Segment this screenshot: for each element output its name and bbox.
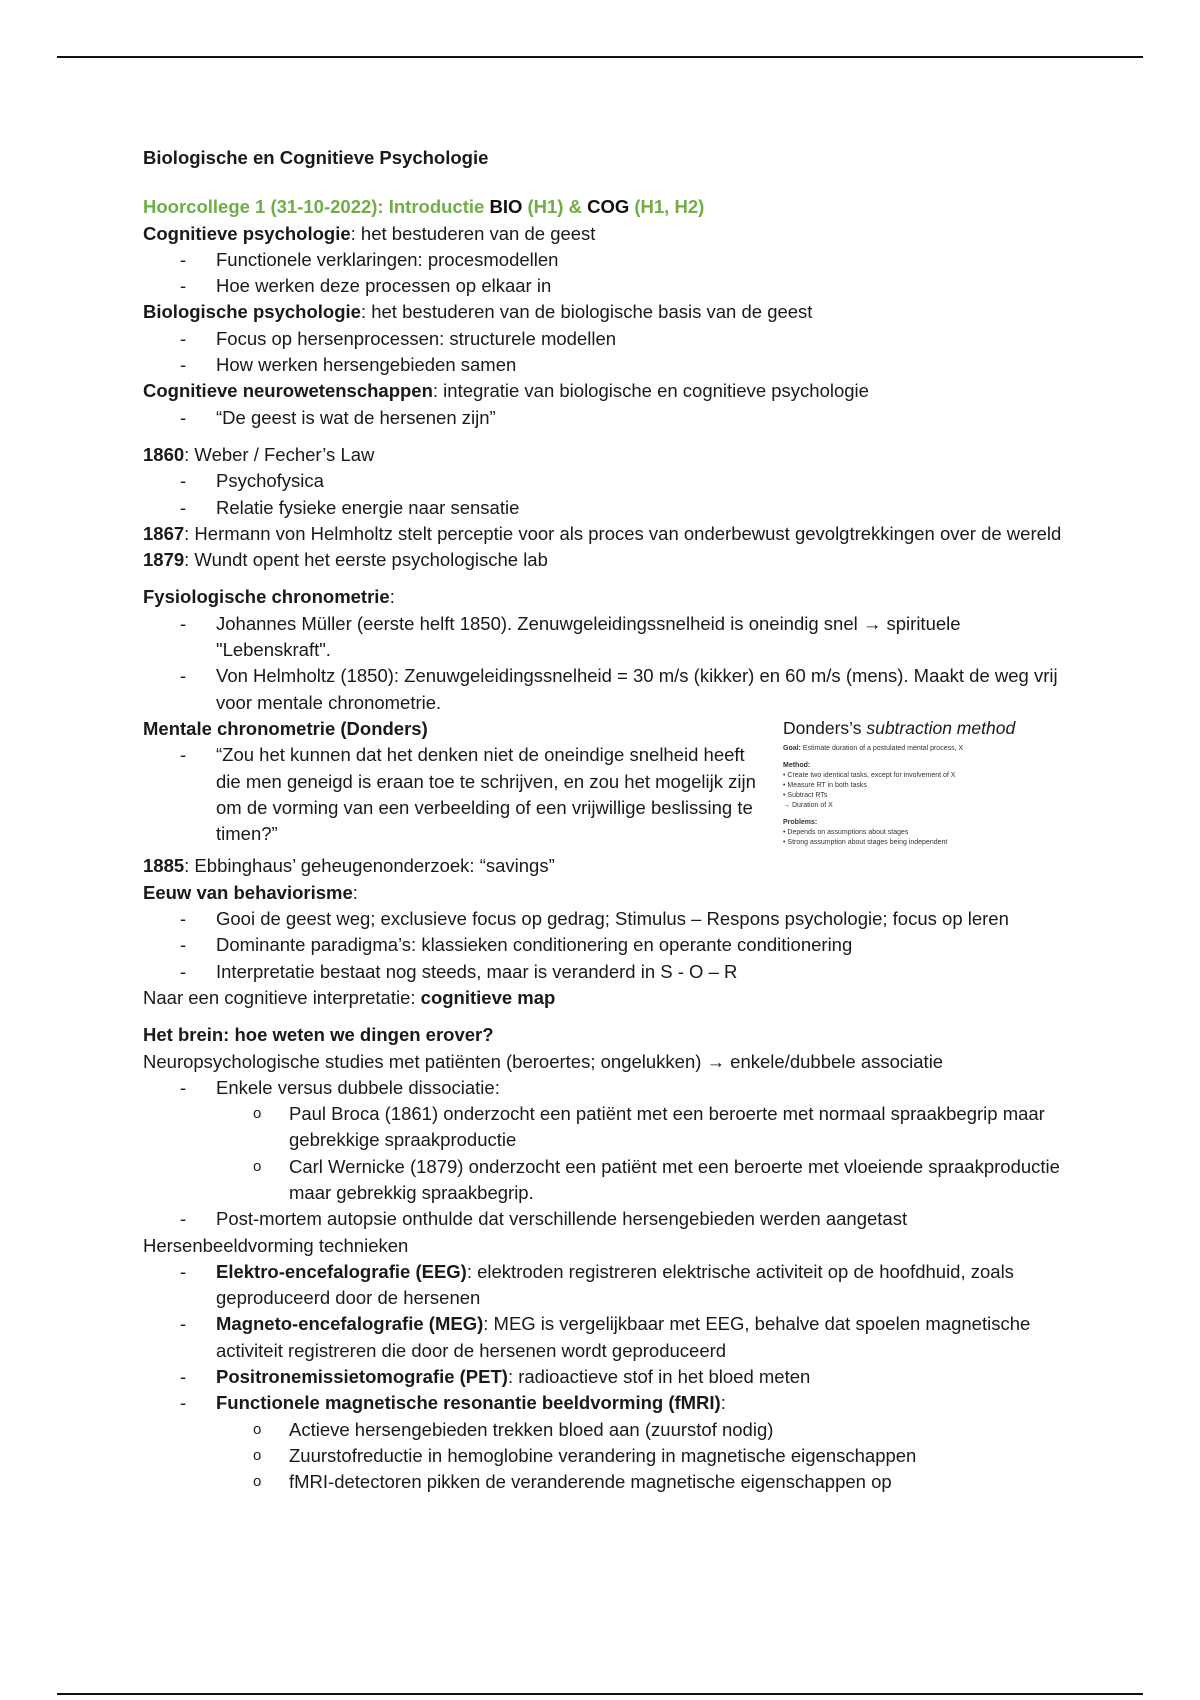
mental-chronometry-section [143,716,1073,847]
list-item: - Relatie fysieke energie naar sensatie [143,495,1073,521]
list-item: - Psychofysica [143,468,1073,494]
list-item-fmri: - Functionele magnetische resonantie beeldvorming (fMRI): [143,1390,1073,1416]
list-item: - Post-mortem autopsie onthulde dat verschillende hersengebieden werden aangetast [143,1206,1073,1232]
timeline-1860: 1860: Weber / Fecher’s Law [143,443,375,465]
heading-brain: Het brein: hoe weten we dingen erover? [143,1024,494,1046]
brain-intro: Neuropsychologische studies met patiënten (beroertes; ongelukken) → enkele/dubbele associatie [143,1050,944,1072]
list-item: - Enkele versus dubbele dissociatie: [143,1075,1073,1101]
timeline-1867: 1867: Hermann von Helmholtz stelt perceptie voor als proces van onderbewust gevolgtrekkingen over de wereld [143,522,1062,544]
list-item-meg: - Magneto-encefalografie (MEG): MEG is vergelijkbaar met EEG, behalve dat spoelen magnetische activiteit registreren die door de hersenen wordt geproduceerd [143,1311,1073,1364]
list-item-pet: - Positronemissietomografie (PET): radioactieve stof in het bloed meten [143,1364,1073,1390]
arrow-right-icon: → [706,1050,726,1072]
list-item: - Dominante paradigma’s: klassieken conditionering en operante conditionering [143,932,1073,958]
donders-slide-body: Goal: Estimate duration of a postulated mental process, X Method: • Create two identical tasks, except for involvement of X • Measure RT in both tasks • Subtract RTs → Duration of X Problems: • Depends on assumptions about stages • Strong assumption about stages being independent [783,744,964,846]
list-item: - Johannes Müller (eerste helft 1850). Zenuwgeleidingssnelheid is oneindig snel → spirituele "Lebenskraft". [143,611,1073,664]
donders-quote: - “Zou het kunnen dat het denken niet de oneindige snelheid heeft die men geneigd is eraan toe te schrijven, en zou het mogelijk zijn om de vorming van een verbeelding of een vrijwillige beslissing te timen?” [143,742,763,847]
sub-list-item: o fMRI-detectoren pikken de veranderende magnetische eigenschappen op [143,1469,1073,1495]
definition-cognitive-neuroscience: Cognitieve neurowetenschappen: integratie van biologische en cognitieve psychologie [143,380,869,402]
sub-list-item: o Actieve hersengebieden trekken bloed aan (zuurstof nodig) [143,1417,1073,1443]
heading-mental-chronometry: Mentale chronometrie (Donders) [143,717,428,739]
donders-slide-title: Donders’s subtraction method [783,717,1016,738]
timeline-1885: 1885: Ebbinghaus’ geheugenonderzoek: “savings” [143,855,555,877]
list-item: - How werken hersengebieden samen [143,352,1073,378]
list-item-eeg: - Elektro-encefalografie (EEG): elektroden registreren elektrische activiteit op de hoofdhuid, zoals geproduceerd door de hersenen [143,1259,1073,1312]
arrow-right-icon: → [862,612,882,634]
list-item: - Von Helmholtz (1850): Zenuwgeleidingssnelheid = 30 m/s (kikker) en 60 m/s (mens). Maakt de weg vrij voor mentale chronometrie. [143,663,1073,716]
sub-list-item: o Paul Broca (1861) onderzocht een patiënt met een beroerte met normaal spraakbegrip maar gebrekkige spraakproductie [143,1101,1073,1154]
document-title: Biologische en Cognitieve Psychologie [143,147,489,168]
sub-list-item: o Zuurstofreductie in hemoglobine verandering in magnetische eigenschappen [143,1443,1073,1469]
list-item: - Gooi de geest weg; exclusieve focus op gedrag; Stimulus – Respons psychologie; focus op leren [143,906,1073,932]
document-body [143,145,1073,1496]
heading-imaging: Hersenbeeldvorming technieken [143,1234,409,1256]
list-item: - Hoe werken deze processen op elkaar in [143,273,1073,299]
sub-list-item: o Carl Wernicke (1879) onderzocht een patiënt met een beroerte met vloeiende spraakproductie maar gebrekkig spraakbegrip. [143,1154,1073,1207]
bottom-rule [57,1693,1143,1695]
donders-slide-image [783,716,1063,848]
definition-biological-psychology: Biologische psychologie: het bestuderen van de biologische basis van de geest [143,301,813,323]
list-item: - “De geest is wat de hersenen zijn” [143,405,1073,431]
list-item: - Functionele verklaringen: procesmodellen [143,247,1073,273]
heading-behaviorism: Eeuw van behaviorisme: [143,881,358,903]
list-item: - Focus op hersenprocessen: structurele modellen [143,326,1073,352]
cognitive-map-line: Naar een cognitieve interpretatie: cognitieve map [143,986,556,1008]
timeline-1879: 1879: Wundt opent het eerste psychologische lab [143,549,548,571]
list-item: - Interpretatie bestaat nog steeds, maar is veranderd in S - O – R [143,959,1073,985]
lecture-heading: Hoorcollege 1 (31-10-2022): Introductie BIO (H1) & COG (H1, H2) [143,196,705,218]
definition-cognitive-psychology: Cognitieve psychologie: het bestuderen van de geest [143,222,596,244]
top-rule [57,56,1143,58]
heading-physiological-chronometry: Fysiologische chronometrie: [143,586,395,608]
